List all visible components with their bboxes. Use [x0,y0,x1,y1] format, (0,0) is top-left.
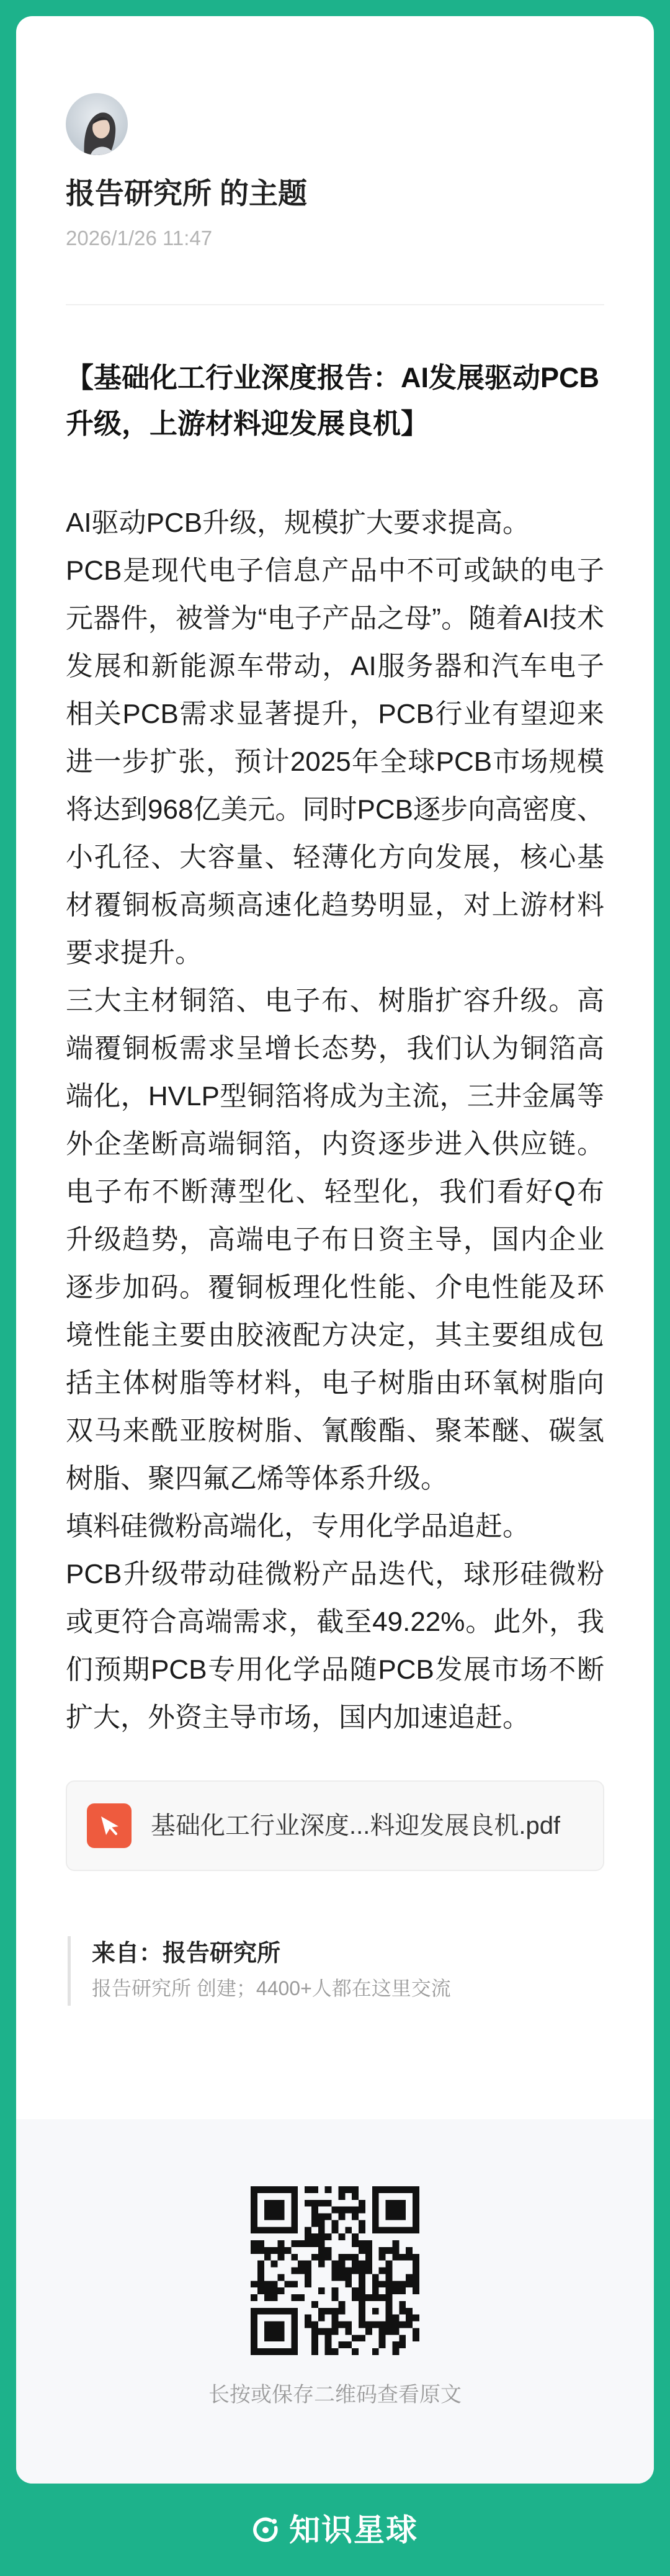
qr-code[interactable] [251,2186,419,2355]
post-content [16,16,654,2006]
footer-logo [0,2484,670,2576]
avatar-photo-icon [66,93,128,155]
body-paragraph: 填料硅微粉高端化，专用化学品追赶。 [66,1511,530,1542]
post-heading: 【基础化工行业深度报告：AI发展驱动PCB升级，上游材料迎发展良机】 [66,362,600,439]
divider [66,304,604,305]
body-paragraph: AI驱动PCB升级，规模扩大要求提高。 [66,508,530,538]
logo-text: 知识星球 [289,2512,418,2547]
planet-orbit-icon [252,2516,279,2544]
body-paragraph: PCB是现代电子信息产品中不可或缺的电子元器件，被誉为“电子产品之母”。随着AI技术发展和新能源车带动，AI服务器和汽车电子相关PCB需求显著提升，PCB行业有望迎来进一步扩张，预计2025年全球PCB市场规模将达到968亿美元。同时PCB逐步向高密度、小孔径、大容量、轻薄化方向发展，核心基材覆铜板高频高速化趋势明显，对上游材料要求提升。 [66,555,604,968]
body-paragraph: 三大主材铜箔、电子布、树脂扩容升级。高端覆铜板需求呈增长态势，我们认为铜箔高端化，HVLP型铜箔将成为主流，三井金属等外企垄断高端铜箔，内资逐步进入供应链。电子布不断薄型化、轻型化，我们看好Q布升级趋势，高端电子布日资主导，国内企业逐步加码。覆铜板理化性能、介电性能及环境性能主要由胶液配方决定，其主要组成包括主体树脂等材料，电子树脂由环氧树脂向双马来酰亚胺树脂、氰酸酯、聚苯醚、碳氢树脂、聚四氟乙烯等体系升级。 [66,985,604,1494]
post-card [16,16,654,2484]
post-title: 报告研究所 的主题 [66,177,308,210]
source-block [68,1936,604,2006]
post-timestamp: 2026/1/26 11:47 [66,227,213,249]
source-label: 来自：报告研究所 [92,1941,281,1967]
pdf-icon [87,1803,132,1848]
body-paragraph: PCB升级带动硅微粉产品迭代，球形硅微粉或更符合高端需求，截至49.22%。此外，我们预期PCB专用化学品随PCB发展市场不断扩大，外资主导市场，国内加速追赶。 [66,1559,604,1733]
source-description: 报告研究所 创建；4400+人都在这里交流 [92,1977,451,1999]
attachment-filename: 基础化工行业深度...料迎发展良机.pdf [151,1812,561,1839]
attachment-card[interactable] [66,1780,604,1871]
avatar [66,93,128,155]
qr-section [16,2119,654,2484]
qr-caption: 长按或保存二维码查看原文 [208,2383,462,2407]
post-body [66,499,604,1741]
